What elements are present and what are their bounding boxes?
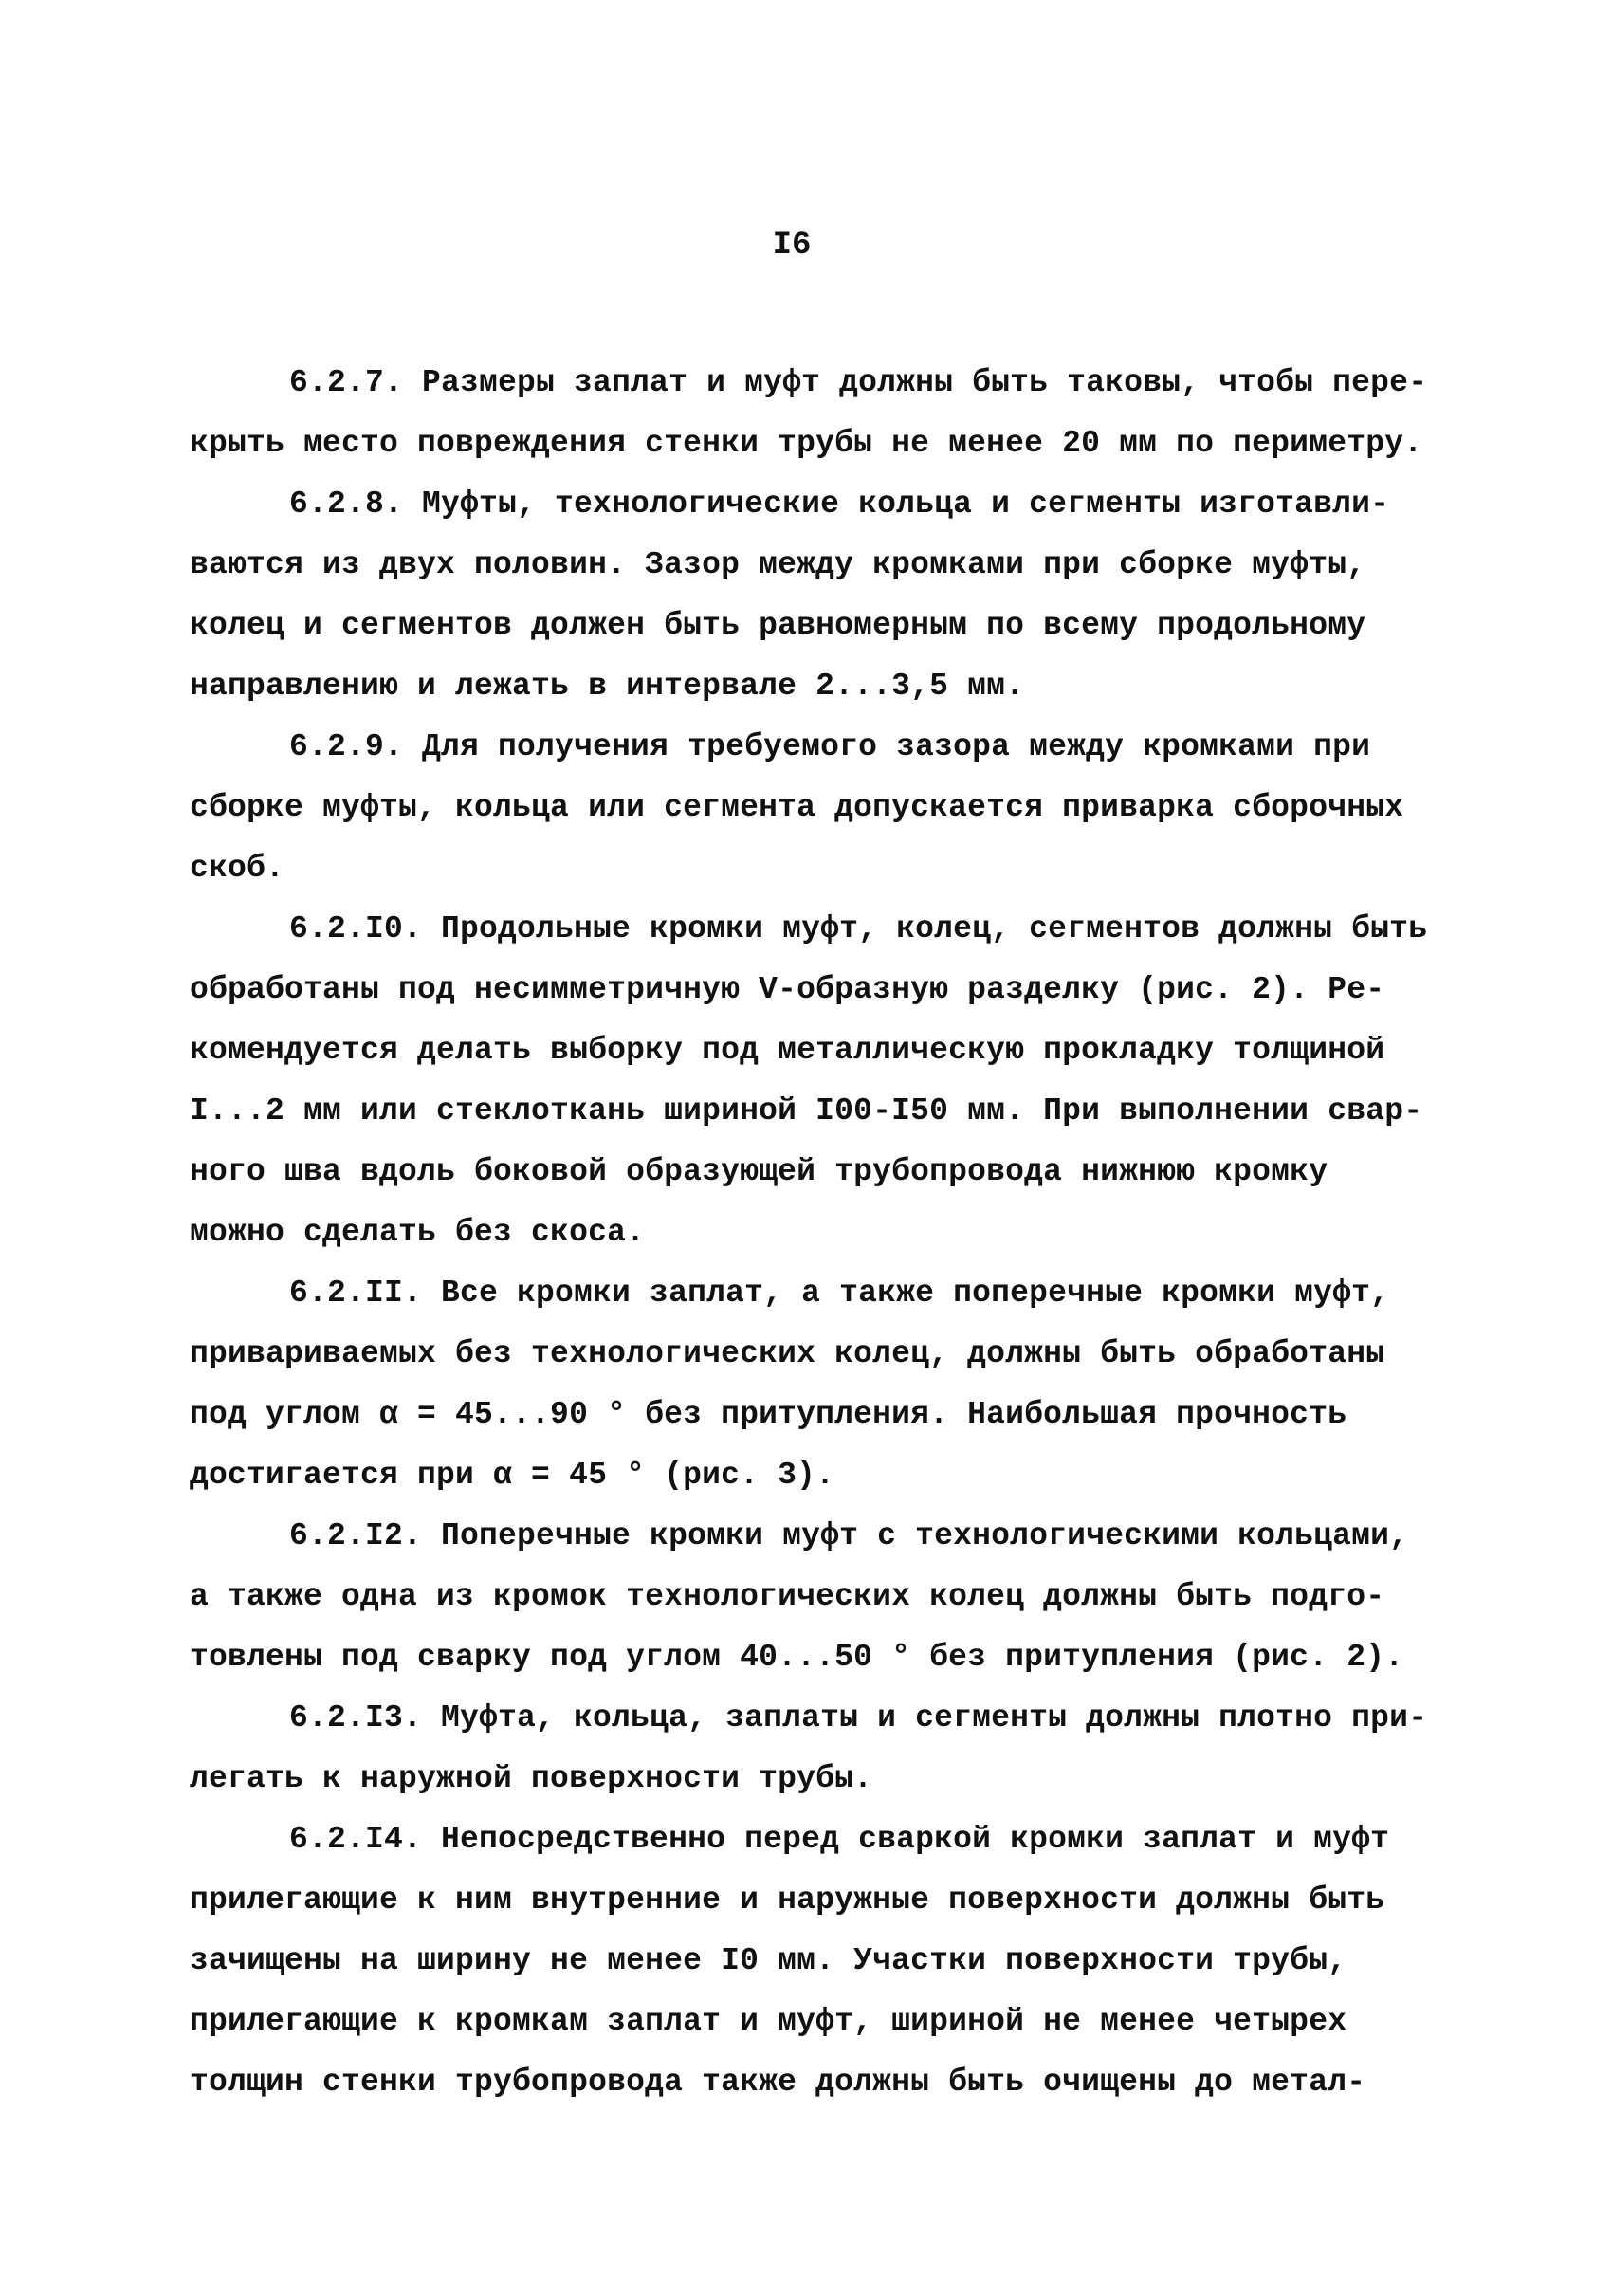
text-line: 6.2.II. Все кромки заплат, а также поперечные кромки муфт, (289, 1276, 1390, 1311)
text-line: 6.2.7. Размеры заплат и муфт должны быть таковы, чтобы пере- (289, 365, 1428, 400)
text-line: крыть место повреждения стенки трубы не менее 20 мм по периметру. (190, 426, 1423, 461)
text-line: можно сделать без скоса. (190, 1215, 646, 1250)
text-line: зачищены на ширину не менее I0 мм. Участки поверхности трубы, (190, 1943, 1347, 1978)
text-line: 6.2.I3. Муфта, кольца, заплаты и сегменты должны плотно при- (289, 1700, 1428, 1736)
text-line: ного шва вдоль боковой образующей трубопровода нижнюю кромку (190, 1154, 1328, 1189)
text-line: скоб. (190, 851, 285, 886)
text-line: 6.2.9. Для получения требуемого зазора между кромками при (289, 729, 1371, 764)
text-line: I...2 мм или стеклоткань шириной I00-I50 мм. При выполнении свар- (190, 1093, 1423, 1129)
text-line: а также одна из кромок технологических колец должны быть подго- (190, 1579, 1385, 1614)
page-number: I6 (772, 228, 812, 264)
text-line: ваются из двух половин. Зазор между кромками при сборке муфты, (190, 547, 1366, 582)
text-line: 6.2.I4. Непосредственно перед сваркой кромки заплат и муфт (289, 1822, 1390, 1857)
text-line: колец и сегментов должен быть равномерным по всему продольному (190, 608, 1366, 643)
text-line: комендуется делать выборку под металлическую прокладку толщиной (190, 1033, 1385, 1068)
text-line: 6.2.8. Муфты, технологические кольца и сегменты изготавли- (289, 487, 1390, 522)
text-line: толщин стенки трубопровода также должны быть очищены до метал- (190, 2065, 1366, 2100)
text-line: 6.2.I0. Продольные кромки муфт, колец, сегментов должны быть (289, 911, 1428, 946)
text-line: 6.2.I2. Поперечные кромки муфт с технологическими кольцами, (289, 1518, 1409, 1553)
text-line: товлены под сварку под углом 40...50 ° без притупления (рис. 2). (190, 1640, 1404, 1675)
text-line: привариваемых без технологических колец, должны быть обработаны (190, 1336, 1385, 1371)
text-line: достигается при α = 45 ° (рис. 3). (190, 1458, 835, 1493)
text-line: обработаны под несимметричную V-образную разделку (рис. 2). Ре- (190, 972, 1385, 1007)
text-line: прилегающие к кромкам заплат и муфт, шириной не менее четырех (190, 2004, 1347, 2039)
document-body (190, 353, 1451, 2113)
text-line: сборке муфты, кольца или сегмента допускается приварка сборочных (190, 790, 1404, 825)
text-line: прилегающие к ним внутренние и наружные поверхности должны быть (190, 1883, 1385, 1918)
text-line: направлению и лежать в интервале 2...3,5 мм. (190, 669, 1025, 704)
text-line: легать к наружной поверхности трубы. (190, 1761, 873, 1796)
text-line: под углом α = 45...90 ° без притупления. Наибольшая прочность (190, 1397, 1347, 1432)
